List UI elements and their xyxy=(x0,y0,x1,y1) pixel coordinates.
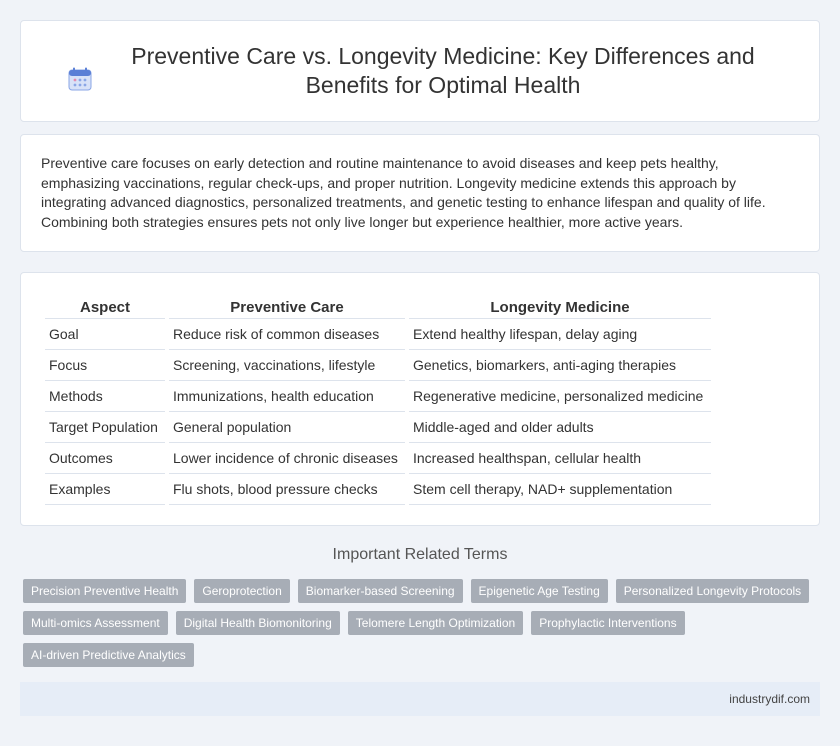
cell-longevity: Stem cell therapy, NAD+ supplementation xyxy=(409,474,711,505)
comparison-card xyxy=(20,272,820,526)
cell-longevity: Regenerative medicine, personalized medicine xyxy=(409,381,711,412)
footer xyxy=(20,682,820,716)
header-preventive-care: Preventive Care xyxy=(169,296,405,319)
related-term-tag[interactable]: Personalized Longevity Protocols xyxy=(616,579,809,603)
cell-aspect: Outcomes xyxy=(45,443,165,474)
intro-card xyxy=(20,134,820,252)
related-term-tag[interactable]: AI-driven Predictive Analytics xyxy=(23,643,194,667)
related-terms-title: Important Related Terms xyxy=(332,546,508,563)
table-row xyxy=(45,474,711,505)
title-wrap xyxy=(60,42,780,100)
cell-preventive: Reduce risk of common diseases xyxy=(169,319,405,350)
comparison-table xyxy=(41,296,715,505)
footer-site-link[interactable]: industrydif.com xyxy=(729,692,810,706)
cell-preventive: Screening, vaccinations, lifestyle xyxy=(169,350,405,381)
related-term-tag[interactable]: Digital Health Biomonitoring xyxy=(176,611,340,635)
related-term-tag[interactable]: Epigenetic Age Testing xyxy=(471,579,608,603)
related-term-tag[interactable]: Geroprotection xyxy=(194,579,289,603)
cell-longevity: Middle-aged and older adults xyxy=(409,412,711,443)
header-longevity-medicine: Longevity Medicine xyxy=(409,296,711,319)
related-term-tag[interactable]: Biomarker-based Screening xyxy=(298,579,463,603)
related-terms-list xyxy=(23,579,823,667)
related-term-tag[interactable]: Prophylactic Interventions xyxy=(531,611,684,635)
table-row xyxy=(45,319,711,350)
related-term-tag[interactable]: Precision Preventive Health xyxy=(23,579,186,603)
table-row xyxy=(45,381,711,412)
cell-aspect: Examples xyxy=(45,474,165,505)
header-aspect: Aspect xyxy=(45,296,165,319)
table-row xyxy=(45,412,711,443)
related-term-tag[interactable]: Telomere Length Optimization xyxy=(348,611,523,635)
cell-longevity: Extend healthy lifespan, delay aging xyxy=(409,319,711,350)
cell-aspect: Target Population xyxy=(45,412,165,443)
cell-longevity: Increased healthspan, cellular health xyxy=(409,443,711,474)
cell-aspect: Focus xyxy=(45,350,165,381)
cell-longevity: Genetics, biomarkers, anti-aging therapies xyxy=(409,350,711,381)
cell-aspect: Goal xyxy=(45,319,165,350)
cell-preventive: Lower incidence of chronic diseases xyxy=(169,443,405,474)
title-card xyxy=(20,20,820,122)
cell-preventive: Immunizations, health education xyxy=(169,381,405,412)
intro-paragraph: Preventive care focuses on early detection and routine maintenance to avoid diseases and keep pets healthy, emphasizing vaccinations, regular check-ups, and proper nutrition. Longevity medicine extends this approach by integrating advanced diagnostics, personalized treatments, and genetic testing to enhance lifespan and quality of life. Combining both strategies ensures pets not only live longer but experience healthier, more active years. xyxy=(41,155,766,230)
cell-preventive: General population xyxy=(169,412,405,443)
table-row xyxy=(45,443,711,474)
table-header-row xyxy=(45,296,711,319)
related-term-tag[interactable]: Multi-omics Assessment xyxy=(23,611,168,635)
table-row xyxy=(45,350,711,381)
cell-preventive: Flu shots, blood pressure checks xyxy=(169,474,405,505)
calendar-icon xyxy=(67,66,93,92)
page-title: Preventive Care vs. Longevity Medicine: Key Differences and Benefits for Optimal Health xyxy=(131,43,755,98)
cell-aspect: Methods xyxy=(45,381,165,412)
